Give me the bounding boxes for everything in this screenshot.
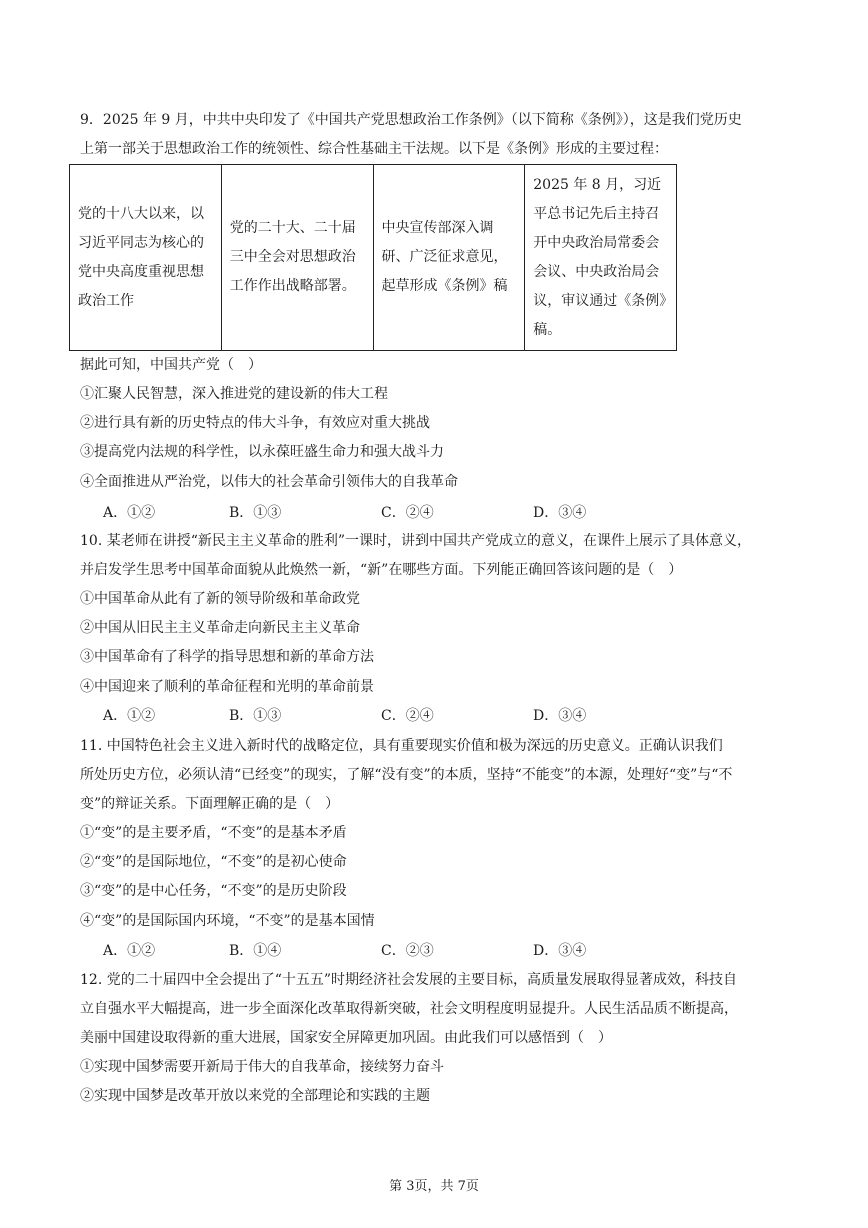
q9-item-2: ②进行具有新的历史特点的伟大斗争，有效应对重大挑战 — [80, 415, 430, 431]
q12-stem-line-1: 12. 党的二十届四中全会提出了“十五五”时期经济社会发展的主要目标，高质量发展取得显著成效，科技自 — [80, 972, 738, 988]
q9-prompt: 据此可知，中国共产党（ ） — [80, 357, 262, 373]
q11-item-1: ①“变”的是主要矛盾，“不变”的是基本矛盾 — [80, 825, 347, 841]
q10-item-2: ②中国从旧民主主义革命走向新民主主义革命 — [80, 620, 360, 636]
q11-item-3: ③“变”的是中心任务，“不变”的是历史阶段 — [80, 883, 347, 899]
q10-option-b[interactable]: B．①③ — [229, 708, 282, 724]
q11-item-2: ②“变”的是国际地位，“不变”的是初心使命 — [80, 854, 347, 870]
q9-process-table — [69, 164, 677, 351]
q10-option-a[interactable]: A．①② — [103, 708, 156, 724]
q12-item-1: ①实现中国梦需要开新局于伟大的自我革命，接续努力奋斗 — [80, 1059, 444, 1075]
q9-item-3: ③提高党内法规的科学性，以永葆旺盛生命力和强大战斗力 — [80, 444, 444, 460]
q11-item-4: ④“变”的是国际国内环境，“不变”的是基本国情 — [80, 913, 375, 929]
q10-option-d[interactable]: D．③④ — [533, 708, 587, 724]
q10-item-3: ③中国革命有了科学的指导思想和新的革命方法 — [80, 649, 374, 665]
q11-stem-line-2: 所处历史方位，必须认清“已经变”的现实，了解“没有变”的本质，坚持“不能变”的本源，处理好“变”与“不 — [80, 767, 733, 783]
q11-option-d[interactable]: D．③④ — [533, 943, 587, 959]
q11-option-c[interactable]: C．②③ — [381, 943, 434, 959]
q10-option-c[interactable]: C．②④ — [381, 708, 434, 724]
q9-option-b[interactable]: B．①③ — [229, 505, 282, 521]
q11-stem-line-1: 11. 中国特色社会主义进入新时代的战略定位，具有重要现实价值和极为深远的历史意义。正确认识我们 — [80, 738, 723, 754]
q9-item-1: ①汇聚人民智慧，深入推进党的建设新的伟大工程 — [80, 386, 388, 402]
q9-option-c[interactable]: C．②④ — [381, 505, 434, 521]
q12-stem-line-2: 立自强水平大幅提高，进一步全面深化改革取得新突破，社会文明程度明显提升。人民生活品质不断提高， — [80, 1001, 738, 1017]
q10-stem-line-1: 10. 某老师在讲授“新民主主义革命的胜利”一课时，讲到中国共产党成立的意义，在课件上展示了具体意义， — [80, 533, 752, 549]
q9-options — [103, 502, 663, 524]
q9-stem-line-2: 上第一部关于思想政治工作的统领性、综合性基础主干法规。以下是《条例》形成的主要过程： — [80, 141, 668, 157]
q11-options — [103, 940, 663, 962]
q11-stem-line-3: 变”的辩证关系。下面理解正确的是（ ） — [80, 796, 340, 812]
process-step-2: 党的二十大、二十届三中全会对思想政治工作作出战略部署。 — [221, 165, 373, 351]
q11-option-a[interactable]: A．①② — [103, 943, 156, 959]
q11-option-b[interactable]: B．①④ — [229, 943, 282, 959]
table-row — [70, 165, 677, 351]
q9-item-4: ④全面推进从严治党，以伟大的社会革命引领伟大的自我革命 — [80, 474, 458, 490]
q9-option-a[interactable]: A．①② — [103, 505, 156, 521]
q12-item-2: ②实现中国梦是改革开放以来党的全部理论和实践的主题 — [80, 1088, 430, 1104]
q9-stem-line-1: 9．2025 年 9 月，中共中央印发了《中国共产党思想政治工作条例》（以下简称《条例》），这是我们党历史 — [80, 112, 742, 128]
q10-options — [103, 705, 663, 727]
q12-stem-line-3: 美丽中国建设取得新的重大进展，国家安全屏障更加巩固。由此我们可以感悟到（ ） — [80, 1030, 612, 1046]
q10-item-1: ①中国革命从此有了新的领导阶级和革命政党 — [80, 591, 360, 607]
process-step-3: 中央宣传部深入调研、广泛征求意见，起草形成《条例》稿 — [373, 165, 525, 351]
process-step-1: 党的十八大以来，以习近平同志为核心的党中央高度重视思想政治工作 — [70, 165, 222, 351]
process-step-4: 2025 年 8 月，习近平总书记先后主持召开中央政治局常委会会议、中央政治局会议，审议通过《条例》稿。 — [525, 165, 677, 351]
page-footer: 第 3页，共 7页 — [389, 1179, 479, 1194]
q10-stem-line-2: 并启发学生思考中国革命面貌从此焕然一新，“新”在哪些方面。下列能正确回答该问题的是（ ） — [80, 562, 683, 578]
q10-item-4: ④中国迎来了顺利的革命征程和光明的革命前景 — [80, 679, 374, 695]
q9-option-d[interactable]: D．③④ — [533, 505, 587, 521]
